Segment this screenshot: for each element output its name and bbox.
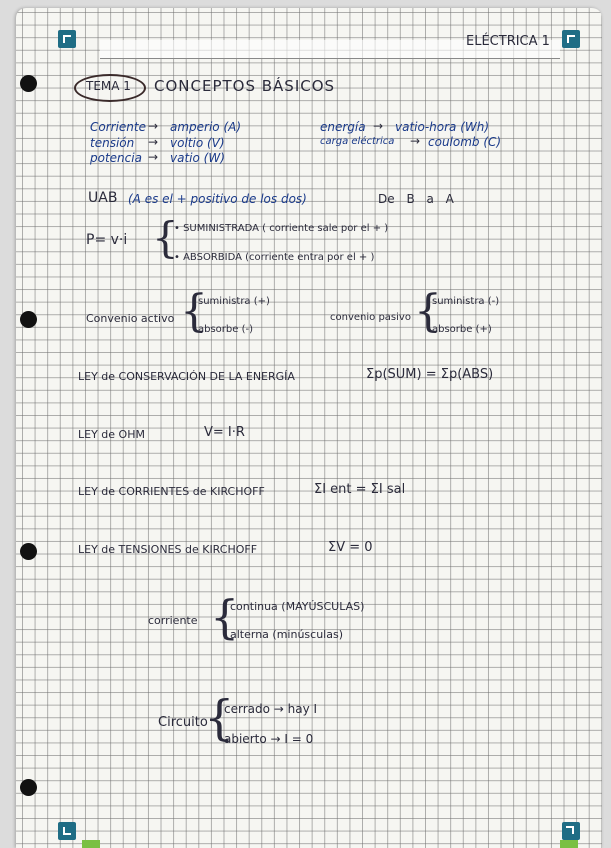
uab-symbol: UAB [88,190,118,206]
current-item: alterna (minúsculas) [230,628,343,641]
green-tab-right [560,840,578,848]
arrow-icon: → [410,134,421,148]
brace-icon: { [152,213,179,262]
corner-logo-icon [58,30,76,48]
quantity-label: Corriente [90,120,146,134]
law-formula: V= I·R [204,425,245,440]
uab-note: (A es el + positivo de los dos) [128,192,307,206]
unit-label: coulomb (C) [428,135,502,149]
green-tab-left [82,840,100,848]
arrow-icon: → [148,150,159,164]
binder-hole [20,311,37,328]
law-name: LEY de TENSIONES de KIRCHOFF [78,543,258,556]
uab-direction: De B a A [378,192,454,206]
tema-label: TEMA 1 [86,79,131,93]
quantity-label: potencia [90,151,142,165]
quantity-label: energía [320,120,366,134]
unit-label: vatio (W) [170,151,225,165]
passive-convention-label: convenio pasivo [330,312,411,323]
circuit-item: cerrado → hay I [224,702,318,716]
convention-item: suministra (-) [432,296,500,307]
brace-icon: { [180,286,208,337]
binder-hole [20,75,37,92]
unit-label: voltio (V) [170,136,225,150]
active-convention-label: Convenio activo [86,312,175,325]
brace-icon: { [414,286,442,337]
page-title: CONCEPTOS BÁSICOS [154,77,336,95]
corner-logo-icon [58,822,76,840]
convention-item: absorbe (-) [198,324,254,335]
current-label: corriente [148,614,198,627]
arrow-icon: → [148,119,159,133]
convention-item: absorbe (+) [432,324,492,335]
unit-label: amperio (A) [170,120,242,134]
arrow-icon: → [373,119,384,133]
law-formula: ΣV = 0 [328,540,373,555]
subject-label: ELÉCTRICA 1 [466,34,550,49]
brace-icon: { [204,690,235,746]
power-item: • ABSORBIDA (corriente entra por el + ) [174,252,375,263]
law-formula: Σp(SUM) = Σp(ABS) [366,367,494,382]
corner-logo-icon [562,822,580,840]
power-formula: P= v·i [86,232,128,248]
brace-icon: { [210,590,240,644]
law-name: LEY de OHM [78,428,145,441]
power-item: • SUMINISTRADA ( corriente sale por el + ) [174,223,389,234]
binder-hole [20,543,37,560]
law-name: LEY de CORRIENTES de KIRCHOFF [78,485,265,498]
circuit-label: Circuito [158,715,208,730]
quantity-label: carga eléctrica [320,136,395,147]
corner-logo-icon [562,30,580,48]
law-formula: ΣI ent = ΣI sal [314,482,406,497]
convention-item: suministra (+) [198,296,270,307]
arrow-icon: → [148,135,159,149]
unit-label: vatio-hora (Wh) [395,120,490,134]
circuit-item: abierto → I = 0 [224,732,314,746]
binder-hole [20,779,37,796]
quantity-label: tensión [90,136,135,150]
current-item: continua (MAYÚSCULAS) [230,600,365,613]
law-name: LEY de CONSERVACIÓN DE LA ENERGÍA [78,370,295,383]
